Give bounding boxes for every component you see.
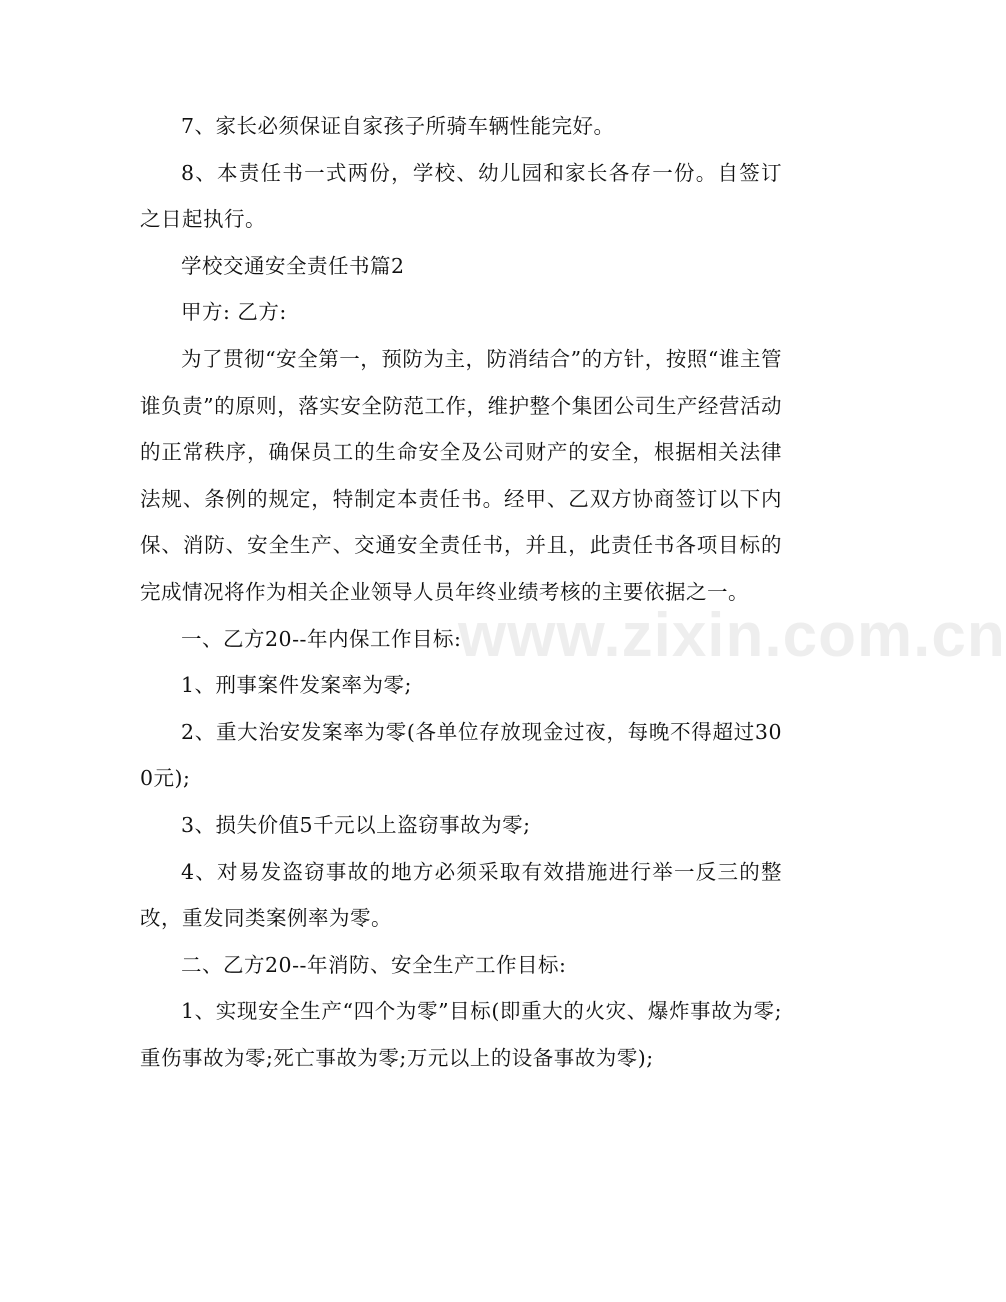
- goal-item-four-zeros: 1、实现安全生产“四个为零”目标(即重大的火灾、爆炸事故为零;重伤事故为零;死亡事故为零;万元以上的设备事故为零);: [140, 999, 782, 1070]
- document-body: [140, 103, 782, 1081]
- paragraph-item-7-bike-condition: 7、家长必须保证自家孩子所骑车辆性能完好。: [181, 114, 615, 138]
- section-heading-part-2: 学校交通安全责任书篇2: [181, 253, 405, 278]
- paragraph-item-8-copies: 8、本责任书一式两份，学校、幼儿园和家长各存一份。自签订之日起执行。: [140, 160, 782, 232]
- goal-item-theft-rectification: 4、对易发盗窃事故的地方必须采取有效措施进行举一反三的整改，重发同类案例率为零。: [140, 859, 782, 931]
- heading-internal-security-goals: 一、乙方20--年内保工作目标:: [181, 626, 462, 651]
- goal-item-public-security: 2、重大治安发案率为零(各单位存放现金过夜，每晚不得超过300元);: [140, 719, 782, 791]
- parties-line: 甲方: 乙方:: [181, 300, 287, 325]
- watermark: www.zixin.com.cn: [458, 601, 1006, 670]
- goal-item-criminal-cases: 1、刑事案件发案率为零;: [181, 673, 412, 698]
- paragraph-intro: 为了贯彻“安全第一，预防为主，防消结合”的方针，按照“谁主管谁负责”的原则，落实安全防范工作，维护整个集团公司生产经营活动的正常秩序，确保员工的生命安全及公司财产的安全，根据相关法律法规、条例的规定，特制定本责任书。经甲、乙双方协商签订以下内保、消防、安全生产、交通安全责任书，并且，此责任书各项目标的完成情况将作为相关企业领导人员年终业绩考核的主要依据之一。: [140, 346, 782, 604]
- heading-fire-safety-goals: 二、乙方20--年消防、安全生产工作目标:: [181, 952, 567, 977]
- goal-item-theft-loss: 3、损失价值5千元以上盗窃事故为零;: [181, 812, 531, 837]
